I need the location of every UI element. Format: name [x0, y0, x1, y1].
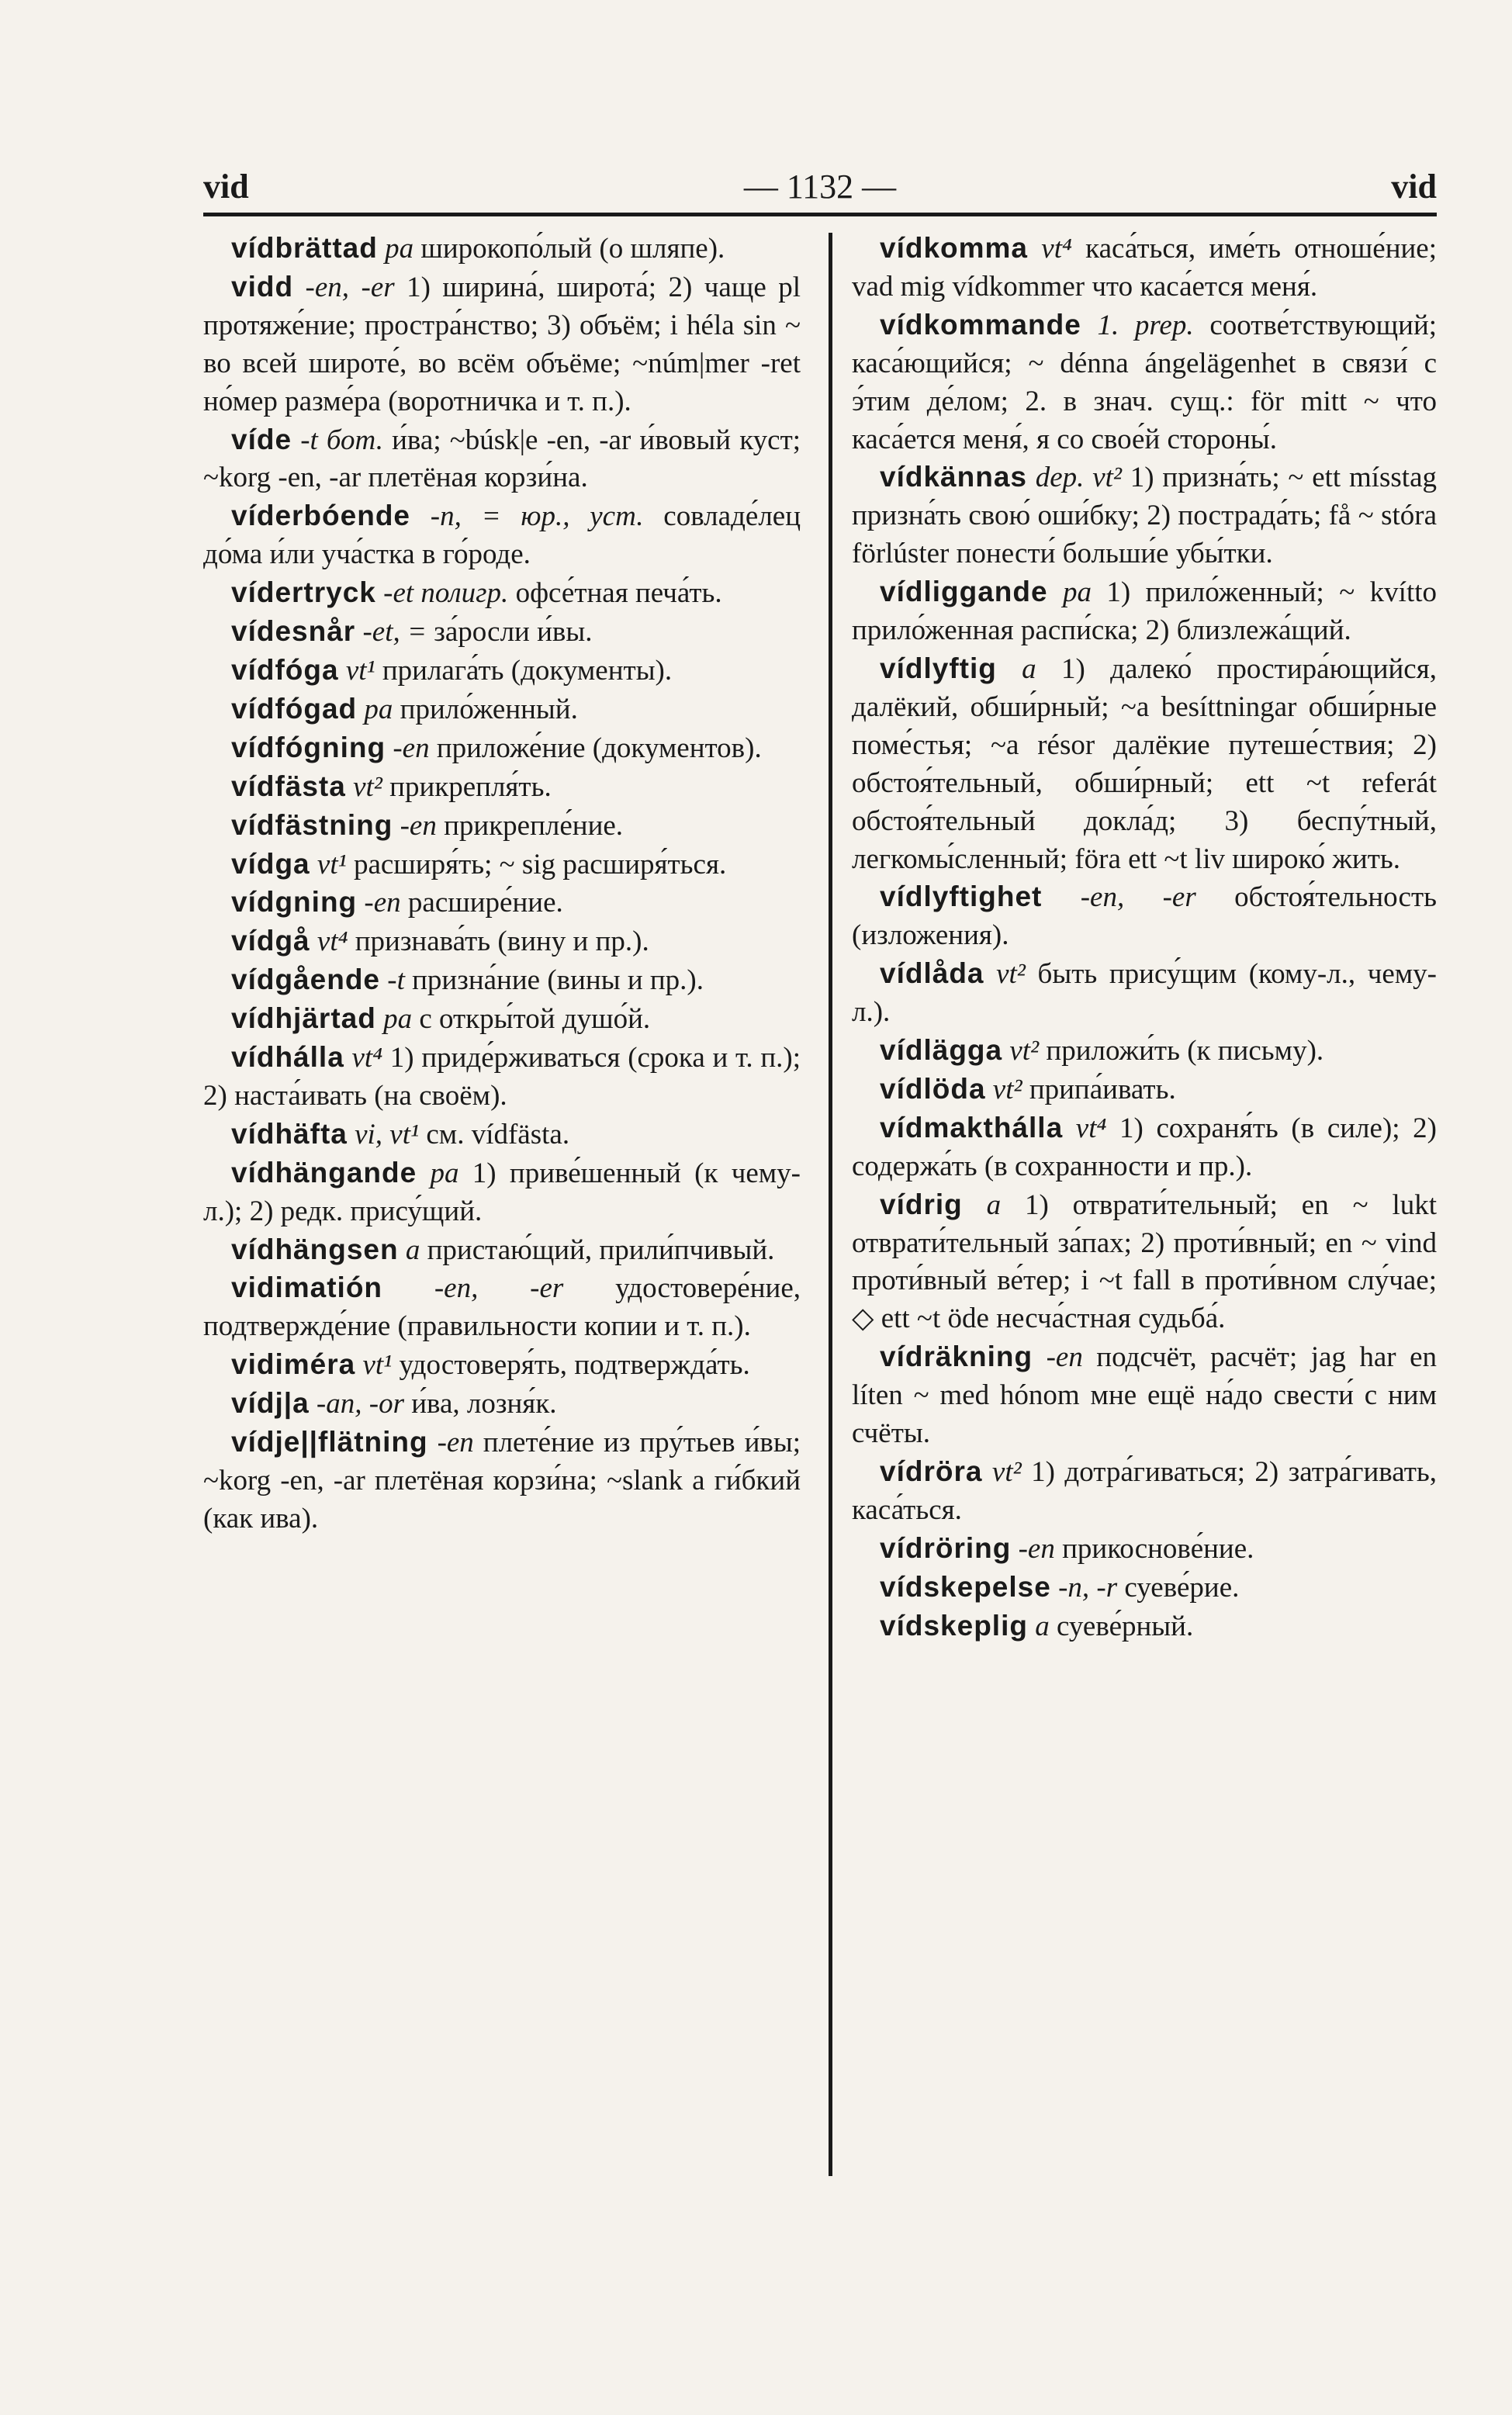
grammar-note: a [1022, 652, 1036, 685]
grammar-note: a [986, 1188, 1002, 1221]
definition: пристаю́щий, прили́пчивый. [427, 1233, 775, 1266]
headword: vidd [231, 270, 294, 303]
definition: 1) приве́шенный (к чему-л.); 2) редк. прису́щий. [203, 1157, 801, 1227]
definition: 1) прило́женный; ~ kvítto прило́женная распи́ска; 2) близлежа́щий. [852, 576, 1438, 647]
dictionary-entry [852, 1109, 1437, 1186]
grammar-note: -en [1018, 1532, 1055, 1565]
definition: 1) далеко́ простира́ющийся, далёкий, обши́рный; ~a besíttningar обши́рные поме́стья; ~a résor далёкие путеше́ствия; 2) обстоя́тельный, обши́рный; ett ~t referát обстоя́тельный докла́д; 3) беспу́тный, легкомы́сленный; föra ett ~t liv широко́ жить. [852, 652, 1437, 875]
definition: быть прису́щим (кому-л., чему-л.). [852, 958, 1437, 1029]
dictionary-entry [852, 1453, 1437, 1530]
grammar-note: -en [400, 809, 437, 842]
header-rule [203, 213, 1437, 216]
dictionary-entry [203, 1154, 801, 1231]
dictionary-entry [852, 955, 1437, 1032]
dictionary-entry [852, 230, 1437, 306]
definition: прилага́ть (документы). [382, 654, 673, 687]
grammar-note: -t [387, 964, 405, 997]
headword: vídesnår [231, 615, 356, 648]
headword: vídfógning [231, 731, 386, 763]
dictionary-entry [852, 458, 1437, 573]
grammar-note: -n, = юр., уст. [430, 500, 644, 533]
grammar-note: vi, vt¹ [355, 1118, 420, 1150]
dictionary-entry [203, 807, 801, 846]
definition: обстоя́тельность (изложения). [852, 881, 1438, 952]
grammar-note: vt⁴ [351, 1042, 383, 1074]
grammar-note: a [1035, 1610, 1050, 1642]
definition: прикрепля́ть. [389, 770, 552, 803]
definition: удостоверя́ть, подтвержда́ть. [399, 1349, 750, 1382]
definition: подсчёт, расчёт; jag har en líten ~ med hónom мне ещё на́до свести́ с ним счёты. [852, 1341, 1438, 1450]
grammar-note: vt² [992, 1073, 1022, 1105]
definition: прило́женный. [400, 693, 578, 725]
definition: приложе́ние (документов). [436, 732, 762, 764]
grammar-note: vt² [991, 1456, 1022, 1488]
dictionary-entry [203, 729, 801, 768]
headword: vídliggande [880, 576, 1048, 608]
definition: 1) сохраня́ть (в силе); 2) содержа́ть (в сохранности и пр.). [852, 1112, 1437, 1182]
grammar-note: a [405, 1233, 420, 1266]
grammar-note: pa [430, 1157, 459, 1189]
grammar-note: -en, -er [305, 271, 395, 303]
headword: vídfóga [231, 653, 339, 686]
headword: vídfästning [231, 808, 393, 841]
headword: vídlöda [880, 1072, 986, 1105]
running-head-left: vid [203, 168, 249, 206]
grammar-note: -n, -r [1058, 1571, 1118, 1604]
dictionary-entry [852, 1338, 1437, 1453]
headword: vídgå [231, 925, 310, 957]
grammar-note: vt¹ [317, 848, 347, 881]
grammar-note: -et, = [362, 616, 427, 649]
definition: признава́ть (вину и пр.). [355, 926, 649, 958]
grammar-note: -en [437, 1427, 474, 1459]
dictionary-entry [203, 768, 801, 807]
headword: vídertryck [231, 576, 376, 609]
definition: 1) дотра́гиваться; 2) затра́гивать, каса́ться. [852, 1456, 1438, 1526]
dictionary-entry [852, 1569, 1437, 1607]
headword: vídkännas [880, 461, 1027, 493]
dictionary-entry [203, 1039, 801, 1116]
definition: прикрепле́ние. [444, 809, 624, 842]
definition: 1) призна́ть; ~ ett mísstag призна́ть свою́ оши́бку; 2) пострада́ть; få ~ stóra förlúster понести́ больши́е убы́тки. [852, 462, 1437, 570]
grammar-note: dep. vt² [1035, 462, 1122, 494]
grammar-note: vt² [1009, 1035, 1040, 1067]
grammar-note: pa [364, 693, 393, 725]
headword: vídhäfta [231, 1117, 348, 1150]
grammar-note: -t бот. [300, 424, 383, 456]
headword: vídfógad [231, 692, 358, 725]
dictionary-entry [852, 306, 1437, 459]
headword: vidiméra [231, 1348, 356, 1381]
running-head [203, 167, 1437, 213]
dictionary-entry [203, 268, 801, 421]
headword: vídmakthálla [880, 1111, 1064, 1143]
definition: удостовере́ние, подтвержде́ние (правильности копии и т. п.). [203, 1272, 801, 1343]
grammar-note: -an, -or [316, 1388, 404, 1420]
dictionary-entry [203, 574, 801, 613]
headword: vídröring [880, 1531, 1012, 1564]
dictionary-entry [852, 1530, 1437, 1569]
dictionary-entry [852, 1607, 1437, 1646]
grammar-note: -en [364, 887, 401, 919]
dictionary-entry [852, 650, 1437, 878]
headword: vídskeplig [880, 1609, 1028, 1642]
dictionary-entry [203, 884, 801, 922]
headword: vídkomma [880, 232, 1029, 264]
dictionary-entry [852, 1032, 1437, 1071]
grammar-note: -en [393, 732, 430, 764]
definition: призна́ние (вины и пр.). [412, 964, 704, 997]
headword: vídhjärtad [231, 1002, 376, 1035]
headword: vídhängsen [231, 1233, 399, 1265]
dictionary-entry [203, 613, 801, 652]
grammar-note: vt⁴ [1041, 233, 1072, 265]
grammar-note: pa [385, 233, 414, 265]
dictionary-entry [203, 497, 801, 574]
definition: расшире́ние. [407, 887, 563, 919]
dictionary-entry [203, 846, 801, 884]
definition: припа́ивать. [1029, 1073, 1176, 1105]
dictionary-entry [203, 1346, 801, 1385]
definition: совладе́лец до́ма и́ли уча́стка в го́роде. [203, 500, 801, 571]
definition: с откры́той душо́й. [419, 1003, 651, 1036]
definition: за́росли и́вы. [434, 616, 593, 649]
grammar-note: pa [1063, 576, 1092, 609]
grammar-note: -en, -er [434, 1272, 564, 1305]
headword: vídskepelse [880, 1570, 1051, 1603]
definition: суеве́рие. [1124, 1571, 1240, 1604]
grammar-note: 1. prep. [1097, 309, 1194, 341]
right-column [852, 230, 1437, 1646]
dictionary-entry [203, 230, 801, 268]
dictionary-entry [203, 652, 801, 690]
headword: vídhálla [231, 1041, 344, 1074]
headword: vídlyftig [880, 652, 997, 684]
definition: 1) приде́рживаться (срока и т. п.); 2) наста́ивать (на своём). [203, 1042, 801, 1112]
headword: vídlägga [880, 1034, 1003, 1067]
headword: vídj|a [231, 1387, 310, 1420]
dictionary-entry [203, 1116, 801, 1154]
headword: víderbóende [231, 500, 410, 532]
dictionary-entry [852, 1186, 1437, 1339]
definition: каса́ться, име́ть отноше́ние; vad mig vídkommer что каса́ется меня́. [852, 233, 1438, 303]
headword: vídga [231, 847, 310, 880]
headword: vídgående [231, 964, 380, 996]
dictionary-entry [203, 1000, 801, 1039]
grammar-note: vt² [996, 958, 1026, 991]
definition: и́ва, лозня́к. [411, 1388, 557, 1420]
headword: víde [231, 423, 292, 455]
headword: vídje||flätning [231, 1426, 428, 1458]
grammar-note: -en [1046, 1341, 1083, 1374]
column-divider [829, 233, 832, 2176]
running-head-right: vid [1391, 168, 1437, 206]
grammar-note: vt⁴ [317, 926, 348, 958]
headword: vídhängande [231, 1156, 417, 1188]
headword: vídbrättad [231, 232, 378, 264]
headword: vídrig [880, 1188, 963, 1220]
dictionary-entry [852, 878, 1437, 955]
page-number: — 1132 — [743, 168, 897, 206]
headword: vídfästa [231, 770, 346, 802]
dictionary-entry [852, 573, 1437, 650]
headword: vídlyftighet [880, 881, 1043, 913]
definition: плете́ние из пру́тьев и́вы; ~korg -en, -ar плетёная корзи́на; ~slank a ги́бкий (как ива). [203, 1427, 801, 1534]
grammar-note: -et полигр. [383, 577, 509, 610]
definition: суеве́рный. [1056, 1610, 1194, 1642]
left-column [203, 230, 801, 1538]
grammar-note: vt¹ [362, 1349, 393, 1382]
headword: vidimatión [231, 1272, 383, 1304]
dictionary-entry [203, 961, 801, 1000]
definition: широкопо́лый (о шляпе). [420, 233, 725, 265]
grammar-note: -en, -er [1080, 881, 1196, 914]
definition: прикоснове́ние. [1062, 1532, 1254, 1565]
grammar-note: vt¹ [345, 654, 375, 687]
definition: и́ва; ~búsk|e -en, -ar и́вовый куст; ~korg -en, -ar плетёная корзи́на. [203, 424, 801, 494]
headword: vídräkning [880, 1341, 1033, 1373]
definition: 1) ширина́, широта́; 2) чаще pl протяже́ние; простра́нство; 3) объём; i héla sin ~ во всей широте́, во всём объёме; ~núm|mer -ret но́мер разме́ра (воротничка и т. п.). [203, 271, 801, 417]
headword: vídkommande [880, 308, 1081, 341]
dictionary-entry [203, 421, 801, 498]
definition: офсе́тная печа́ть. [515, 577, 722, 610]
definition: см. vídfästa. [426, 1118, 570, 1150]
grammar-note: pa [383, 1003, 413, 1036]
grammar-note: vt⁴ [1075, 1112, 1107, 1144]
dictionary-entry [203, 1269, 801, 1346]
headword: vídgning [231, 886, 358, 919]
dictionary-entry [203, 1424, 801, 1538]
dictionary-entry [203, 1231, 801, 1270]
definition: расширя́ть; ~ sig расширя́ться. [353, 848, 727, 881]
headword: vídlåda [880, 957, 984, 990]
definition: 1) отврати́тельный; en ~ lukt отврати́тельный за́пах; 2) проти́вный; en ~ vind проти́вный ве́тер; i ~t fall в проти́вном слу́чае; ◇ ett ~t öde несча́стная судьба́. [852, 1188, 1438, 1335]
headword: vídröra [880, 1455, 983, 1487]
dictionary-entry [852, 1071, 1437, 1109]
definition: приложи́ть (к письму). [1046, 1035, 1324, 1067]
dictionary-entry [203, 922, 801, 961]
dictionary-entry [203, 690, 801, 729]
dictionary-entry [203, 1385, 801, 1424]
grammar-note: vt² [353, 770, 382, 803]
definition: соотве́тствующий; каса́ющийся; ~ dénna ángelägenhet в связи́ с э́тим де́лом; 2. в знач. сущ.: för mitt ~ что каса́ется меня́, я со свое́й стороны́. [852, 309, 1438, 455]
